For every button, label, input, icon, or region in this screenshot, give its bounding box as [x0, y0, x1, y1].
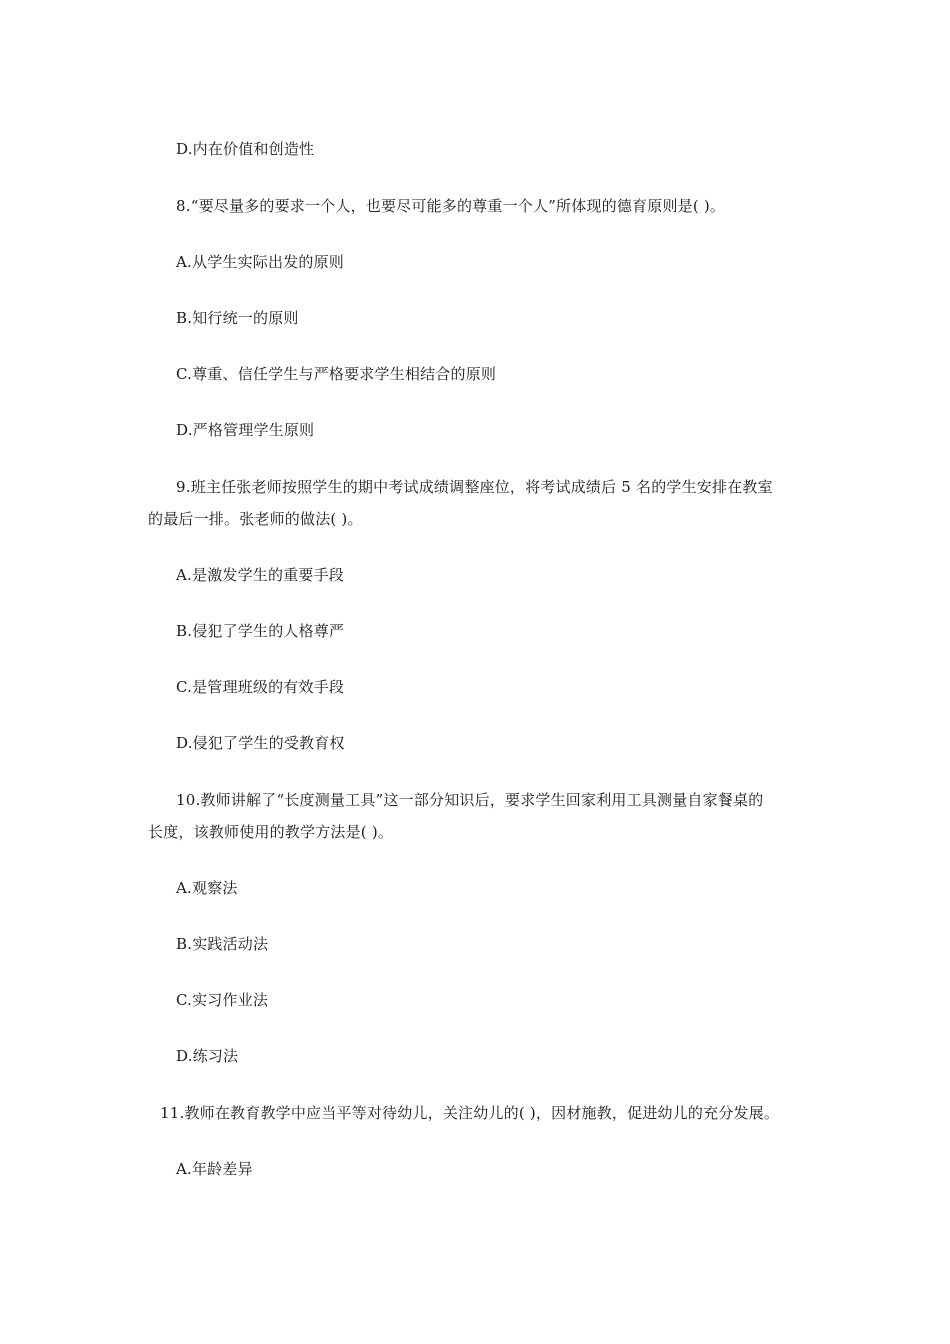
option-q11-a: A.年龄差异 [176, 1160, 253, 1178]
option-q7-d: D.内在价值和创造性 [176, 140, 315, 158]
question-9-stem-line1: 9.班主任张老师按照学生的期中考试成绩调整座位，将考试成绩后 5 名的学生安排在教室 [176, 478, 773, 496]
option-q8-b: B.知行统一的原则 [176, 309, 299, 327]
question-10-stem-line2: 长度，该教师使用的教学方法是( )。 [148, 823, 394, 841]
option-q10-b: B.实践活动法 [176, 935, 269, 953]
option-q9-a: A.是激发学生的重要手段 [176, 566, 345, 584]
option-q8-c: C.尊重、信任学生与严格要求学生相结合的原则 [176, 365, 497, 383]
option-q9-b: B.侵犯了学生的人格尊严 [176, 622, 345, 640]
option-q10-a: A.观察法 [176, 879, 238, 897]
question-10-stem-line1: 10.教师讲解了“长度测量工具”这一部分知识后，要求学生回家利用工具测量自家餐桌的 [176, 791, 764, 809]
option-q9-d: D.侵犯了学生的受教育权 [176, 734, 345, 752]
option-q8-d: D.严格管理学生原则 [176, 421, 315, 439]
option-q9-c: C.是管理班级的有效手段 [176, 678, 345, 696]
option-q10-c: C.实习作业法 [176, 991, 269, 1009]
question-11-stem: 11.教师在教育教学中应当平等对待幼儿，关注幼儿的( )，因材施教，促进幼儿的充分发展。 [160, 1104, 780, 1122]
option-q8-a: A.从学生实际出发的原则 [176, 253, 345, 271]
option-q10-d: D.练习法 [176, 1047, 239, 1065]
question-9-stem-line2: 的最后一排。张老师的做法( )。 [148, 510, 363, 528]
question-8-stem: 8.“要尽量多的要求一个人，也要尽可能多的尊重一个人”所体现的德育原则是( )。 [176, 197, 726, 215]
